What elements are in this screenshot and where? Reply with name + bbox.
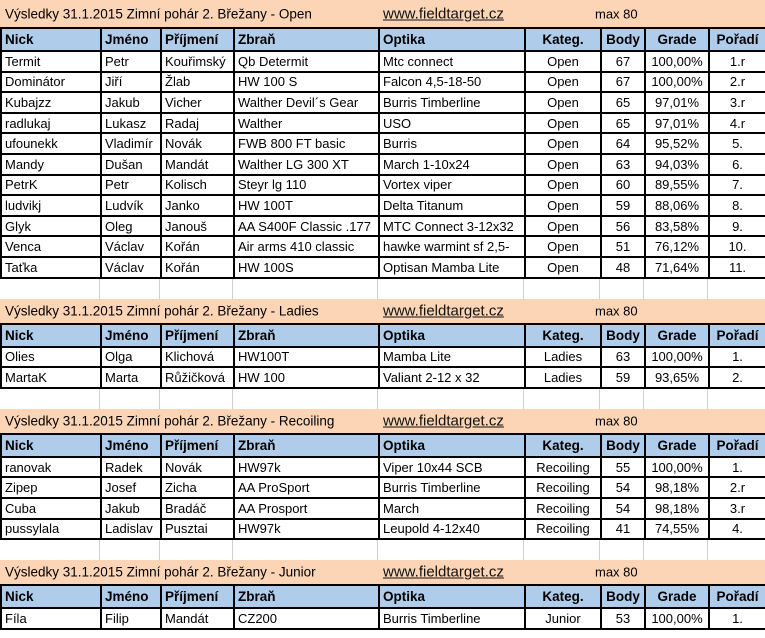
cell-prijmeni: Kouřimský <box>161 51 234 72</box>
col-header-kateg: Kateg. <box>525 28 601 51</box>
fieldtarget-link[interactable]: www.fieldtarget.cz <box>383 412 504 430</box>
spacer-cell <box>100 389 160 409</box>
cell-grade: 71,64% <box>645 257 709 278</box>
cell-kateg: Open <box>525 113 601 134</box>
fieldtarget-link[interactable]: www.fieldtarget.cz <box>383 563 504 581</box>
cell-body: 41 <box>601 519 645 540</box>
cell-grade: 97,01% <box>645 92 709 113</box>
col-header-grade: Grade <box>645 434 709 457</box>
col-header-jmeno: Jméno <box>101 324 161 347</box>
cell-jmeno: Václav <box>101 257 161 278</box>
cell-kateg: Open <box>525 133 601 154</box>
cell-nick: Glyk <box>1 216 101 237</box>
table-row <box>1 51 765 72</box>
cell-grade: 98,18% <box>645 477 709 498</box>
cell-optika: Mamba Lite <box>379 347 525 368</box>
cell-optika: MTC Connect 3-12x32 <box>379 216 525 237</box>
results-section-junior <box>0 560 765 630</box>
max-points-label: max 80 <box>595 303 638 319</box>
cell-kateg: Recoiling <box>525 457 601 478</box>
cell-jmeno: Filip <box>101 608 161 629</box>
cell-nick: MartaK <box>1 367 101 388</box>
col-header-jmeno: Jméno <box>101 28 161 51</box>
col-header-poradi: Pořadí <box>709 585 765 608</box>
cell-body: 56 <box>601 216 645 237</box>
cell-poradi: 7. <box>709 175 765 196</box>
cell-prijmeni: Pusztai <box>161 519 234 540</box>
cell-body: 54 <box>601 498 645 519</box>
results-section-recoiling <box>0 409 765 540</box>
table-row <box>1 92 765 113</box>
spacer-cell <box>708 389 765 409</box>
cell-zbran: HW100T <box>234 347 379 368</box>
cell-jmeno: Petr <box>101 175 161 196</box>
cell-kateg: Open <box>525 195 601 216</box>
results-table-open <box>0 27 765 279</box>
cell-prijmeni: Novák <box>161 457 234 478</box>
spacer-cell <box>0 389 100 409</box>
col-header-nick: Nick <box>1 585 101 608</box>
cell-jmeno: Ladislav <box>101 519 161 540</box>
cell-kateg: Recoiling <box>525 519 601 540</box>
col-header-grade: Grade <box>645 585 709 608</box>
cell-jmeno: Radek <box>101 457 161 478</box>
header-row <box>1 324 765 347</box>
cell-optika: Burris Timberline <box>379 477 525 498</box>
spacer-cell <box>600 389 644 409</box>
spacer-row <box>0 540 765 560</box>
cell-kateg: Ladies <box>525 347 601 368</box>
table-row <box>1 216 765 237</box>
cell-body: 65 <box>601 113 645 134</box>
cell-zbran: Qb Determit <box>234 51 379 72</box>
cell-poradi: 9. <box>709 216 765 237</box>
spacer-cell <box>708 279 765 299</box>
cell-kateg: Open <box>525 72 601 93</box>
fieldtarget-link[interactable]: www.fieldtarget.cz <box>383 302 504 320</box>
col-header-kateg: Kateg. <box>525 324 601 347</box>
cell-jmeno: Jakub <box>101 92 161 113</box>
cell-grade: 74,55% <box>645 519 709 540</box>
col-header-body: Body <box>601 324 645 347</box>
cell-poradi: 3.r <box>709 498 765 519</box>
spacer-cell <box>708 540 765 560</box>
table-row <box>1 457 765 478</box>
cell-grade: 100,00% <box>645 457 709 478</box>
cell-poradi: 3.r <box>709 92 765 113</box>
col-header-optika: Optika <box>379 585 525 608</box>
results-section-ladies <box>0 299 765 389</box>
cell-body: 64 <box>601 133 645 154</box>
section-title: Výsledky 31.1.2015 Zimní pohár 2. Břežany - Open <box>5 6 312 21</box>
spacer-row <box>0 279 765 299</box>
cell-zbran: FWB 800 FT basic <box>234 133 379 154</box>
cell-poradi: 4.r <box>709 113 765 134</box>
results-section-open <box>0 0 765 279</box>
cell-prijmeni: Růžičková <box>161 367 234 388</box>
cell-nick: Fíla <box>1 608 101 629</box>
col-header-optika: Optika <box>379 434 525 457</box>
cell-jmeno: Václav <box>101 236 161 257</box>
col-header-nick: Nick <box>1 434 101 457</box>
cell-prijmeni: Novák <box>161 133 234 154</box>
cell-prijmeni: Mandát <box>161 154 234 175</box>
cell-zbran: AA ProSport <box>234 477 379 498</box>
cell-nick: Dominátor <box>1 72 101 93</box>
spacer-cell <box>378 540 524 560</box>
section-title-bar-ladies <box>0 299 765 323</box>
results-table-recoiling <box>0 433 765 540</box>
table-row <box>1 519 765 540</box>
section-title: Výsledky 31.1.2015 Zimní pohár 2. Břežany - Junior <box>5 564 316 580</box>
col-header-zbran: Zbraň <box>234 434 379 457</box>
col-header-nick: Nick <box>1 28 101 51</box>
cell-body: 67 <box>601 72 645 93</box>
section-title-bar-recoiling <box>0 409 765 433</box>
cell-body: 59 <box>601 195 645 216</box>
table-row <box>1 195 765 216</box>
col-header-zbran: Zbraň <box>234 585 379 608</box>
cell-zbran: AA S400F Classic .177 <box>234 216 379 237</box>
cell-poradi: 1. <box>709 347 765 368</box>
cell-body: 53 <box>601 608 645 629</box>
cell-kateg: Open <box>525 51 601 72</box>
table-row <box>1 498 765 519</box>
col-header-prijmeni: Příjmení <box>161 28 234 51</box>
col-header-poradi: Pořadí <box>709 324 765 347</box>
cell-zbran: Walther LG 300 XT <box>234 154 379 175</box>
cell-zbran: HW 100 <box>234 367 379 388</box>
header-row <box>1 434 765 457</box>
col-header-jmeno: Jméno <box>101 434 161 457</box>
col-header-optika: Optika <box>379 28 525 51</box>
col-header-nick: Nick <box>1 324 101 347</box>
col-header-body: Body <box>601 585 645 608</box>
cell-prijmeni: Vicher <box>161 92 234 113</box>
cell-jmeno: Ludvík <box>101 195 161 216</box>
cell-body: 60 <box>601 175 645 196</box>
col-header-prijmeni: Příjmení <box>161 585 234 608</box>
col-header-grade: Grade <box>645 324 709 347</box>
col-header-kateg: Kateg. <box>525 434 601 457</box>
table-row <box>1 175 765 196</box>
cell-grade: 100,00% <box>645 608 709 629</box>
cell-zbran: HW 100S <box>234 257 379 278</box>
col-header-prijmeni: Příjmení <box>161 434 234 457</box>
cell-jmeno: Josef <box>101 477 161 498</box>
col-header-body: Body <box>601 434 645 457</box>
spacer-cell <box>378 279 524 299</box>
cell-poradi: 2. <box>709 367 765 388</box>
cell-optika: Burris <box>379 133 525 154</box>
cell-nick: radlukaj <box>1 113 101 134</box>
spacer-cell <box>233 389 378 409</box>
cell-zbran: Walther <box>234 113 379 134</box>
cell-body: 63 <box>601 154 645 175</box>
cell-grade: 100,00% <box>645 72 709 93</box>
cell-nick: Mandy <box>1 154 101 175</box>
cell-grade: 83,58% <box>645 216 709 237</box>
cell-prijmeni: Kořán <box>161 257 234 278</box>
col-header-zbran: Zbraň <box>234 28 379 51</box>
cell-prijmeni: Kolisch <box>161 175 234 196</box>
spacer-cell <box>378 389 524 409</box>
cell-poradi: 10. <box>709 236 765 257</box>
spacer-cell <box>160 389 233 409</box>
spacer-cell <box>644 540 708 560</box>
cell-body: 51 <box>601 236 645 257</box>
cell-nick: pussylala <box>1 519 101 540</box>
cell-optika: Viper 10x44 SCB <box>379 457 525 478</box>
cell-prijmeni: Kořán <box>161 236 234 257</box>
col-header-kateg: Kateg. <box>525 585 601 608</box>
cell-body: 59 <box>601 367 645 388</box>
cell-optika: Mtc connect <box>379 51 525 72</box>
cell-optika: Valiant 2-12 x 32 <box>379 367 525 388</box>
table-row <box>1 236 765 257</box>
cell-nick: Termit <box>1 51 101 72</box>
cell-grade: 76,12% <box>645 236 709 257</box>
col-header-prijmeni: Příjmení <box>161 324 234 347</box>
col-header-jmeno: Jméno <box>101 585 161 608</box>
cell-poradi: 1. <box>709 608 765 629</box>
cell-jmeno: Jiří <box>101 72 161 93</box>
cell-grade: 100,00% <box>645 51 709 72</box>
cell-jmeno: Jakub <box>101 498 161 519</box>
table-row <box>1 347 765 368</box>
table-row <box>1 477 765 498</box>
max-points-label: max 80 <box>595 6 638 21</box>
spacer-cell <box>0 279 100 299</box>
section-title: Výsledky 31.1.2015 Zimní pohár 2. Břežany - Recoiling <box>5 413 335 429</box>
spacer-cell <box>233 279 378 299</box>
table-row <box>1 72 765 93</box>
cell-body: 65 <box>601 92 645 113</box>
cell-jmeno: Petr <box>101 51 161 72</box>
cell-nick: Taťka <box>1 257 101 278</box>
cell-poradi: 8. <box>709 195 765 216</box>
cell-zbran: Walther Devil´s Gear <box>234 92 379 113</box>
spacer-cell <box>100 540 160 560</box>
cell-optika: March 1-10x24 <box>379 154 525 175</box>
spacer-cell <box>233 540 378 560</box>
cell-nick: Zipep <box>1 477 101 498</box>
cell-kateg: Open <box>525 236 601 257</box>
cell-kateg: Open <box>525 175 601 196</box>
cell-optika: Burris Timberline <box>379 92 525 113</box>
cell-poradi: 11. <box>709 257 765 278</box>
col-header-poradi: Pořadí <box>709 28 765 51</box>
cell-poradi: 1. <box>709 457 765 478</box>
cell-grade: 94,03% <box>645 154 709 175</box>
cell-zbran: Air arms 410 classic <box>234 236 379 257</box>
cell-kateg: Recoiling <box>525 498 601 519</box>
cell-nick: Olies <box>1 347 101 368</box>
cell-kateg: Open <box>525 257 601 278</box>
cell-grade: 98,18% <box>645 498 709 519</box>
cell-nick: ranovak <box>1 457 101 478</box>
cell-prijmeni: Mandát <box>161 608 234 629</box>
cell-kateg: Ladies <box>525 367 601 388</box>
section-title-bar-open <box>0 0 765 27</box>
table-row <box>1 154 765 175</box>
spacer-cell <box>0 540 100 560</box>
cell-kateg: Junior <box>525 608 601 629</box>
header-row <box>1 585 765 608</box>
cell-prijmeni: Klichová <box>161 347 234 368</box>
spacer-cell <box>644 389 708 409</box>
cell-zbran: CZ200 <box>234 608 379 629</box>
cell-prijmeni: Janouš <box>161 216 234 237</box>
cell-zbran: HW97k <box>234 457 379 478</box>
cell-poradi: 6. <box>709 154 765 175</box>
cell-zbran: AA Prosport <box>234 498 379 519</box>
cell-kateg: Recoiling <box>525 477 601 498</box>
cell-zbran: HW 100T <box>234 195 379 216</box>
spacer-cell <box>644 279 708 299</box>
cell-poradi: 5. <box>709 133 765 154</box>
cell-jmeno: Dušan <box>101 154 161 175</box>
cell-jmeno: Oleg <box>101 216 161 237</box>
cell-grade: 93,65% <box>645 367 709 388</box>
cell-poradi: 2.r <box>709 72 765 93</box>
section-title-bar-junior <box>0 560 765 584</box>
cell-optika: March <box>379 498 525 519</box>
table-row <box>1 608 765 629</box>
results-table-junior <box>0 584 765 630</box>
cell-grade: 95,52% <box>645 133 709 154</box>
cell-optika: Falcon 4,5-18-50 <box>379 72 525 93</box>
col-header-poradi: Pořadí <box>709 434 765 457</box>
cell-kateg: Open <box>525 92 601 113</box>
cell-body: 63 <box>601 347 645 368</box>
cell-jmeno: Lukasz <box>101 113 161 134</box>
cell-poradi: 1.r <box>709 51 765 72</box>
cell-nick: ufounekk <box>1 133 101 154</box>
spacer-cell <box>600 279 644 299</box>
table-row <box>1 257 765 278</box>
cell-jmeno: Vladimír <box>101 133 161 154</box>
max-points-label: max 80 <box>595 413 638 429</box>
cell-body: 55 <box>601 457 645 478</box>
cell-optika: Optisan Mamba Lite <box>379 257 525 278</box>
cell-jmeno: Olga <box>101 347 161 368</box>
cell-nick: PetrK <box>1 175 101 196</box>
max-points-label: max 80 <box>595 564 638 580</box>
cell-grade: 88,06% <box>645 195 709 216</box>
cell-prijmeni: Radaj <box>161 113 234 134</box>
table-row <box>1 133 765 154</box>
cell-zbran: HW97k <box>234 519 379 540</box>
spacer-cell <box>160 540 233 560</box>
cell-optika: Vortex viper <box>379 175 525 196</box>
spacer-cell <box>524 540 600 560</box>
cell-body: 67 <box>601 51 645 72</box>
results-table-ladies <box>0 323 765 389</box>
spacer-cell <box>160 279 233 299</box>
spacer-cell <box>600 540 644 560</box>
cell-nick: Cuba <box>1 498 101 519</box>
cell-prijmeni: Bradáč <box>161 498 234 519</box>
table-row <box>1 113 765 134</box>
cell-prijmeni: Zicha <box>161 477 234 498</box>
header-row <box>1 28 765 51</box>
cell-grade: 97,01% <box>645 113 709 134</box>
spacer-row <box>0 389 765 409</box>
cell-optika: Delta Titanum <box>379 195 525 216</box>
cell-zbran: HW 100 S <box>234 72 379 93</box>
cell-grade: 89,55% <box>645 175 709 196</box>
cell-optika: USO <box>379 113 525 134</box>
cell-nick: ludvikj <box>1 195 101 216</box>
fieldtarget-link[interactable]: www.fieldtarget.cz <box>383 5 504 22</box>
cell-zbran: Steyr lg 110 <box>234 175 379 196</box>
cell-kateg: Open <box>525 216 601 237</box>
col-header-zbran: Zbraň <box>234 324 379 347</box>
section-title: Výsledky 31.1.2015 Zimní pohár 2. Břežany - Ladies <box>5 303 319 319</box>
cell-optika: Burris Timberline <box>379 608 525 629</box>
cell-nick: Kubajzz <box>1 92 101 113</box>
cell-body: 54 <box>601 477 645 498</box>
cell-optika: Leupold 4-12x40 <box>379 519 525 540</box>
cell-jmeno: Marta <box>101 367 161 388</box>
cell-nick: Venca <box>1 236 101 257</box>
col-header-body: Body <box>601 28 645 51</box>
col-header-optika: Optika <box>379 324 525 347</box>
spacer-cell <box>100 279 160 299</box>
cell-poradi: 4. <box>709 519 765 540</box>
spacer-cell <box>524 279 600 299</box>
cell-body: 48 <box>601 257 645 278</box>
cell-poradi: 2.r <box>709 477 765 498</box>
table-row <box>1 367 765 388</box>
cell-grade: 100,00% <box>645 347 709 368</box>
spacer-cell <box>524 389 600 409</box>
cell-optika: hawke warmint sf 2,5- <box>379 236 525 257</box>
cell-kateg: Open <box>525 154 601 175</box>
cell-prijmeni: Žlab <box>161 72 234 93</box>
cell-prijmeni: Janko <box>161 195 234 216</box>
col-header-grade: Grade <box>645 28 709 51</box>
